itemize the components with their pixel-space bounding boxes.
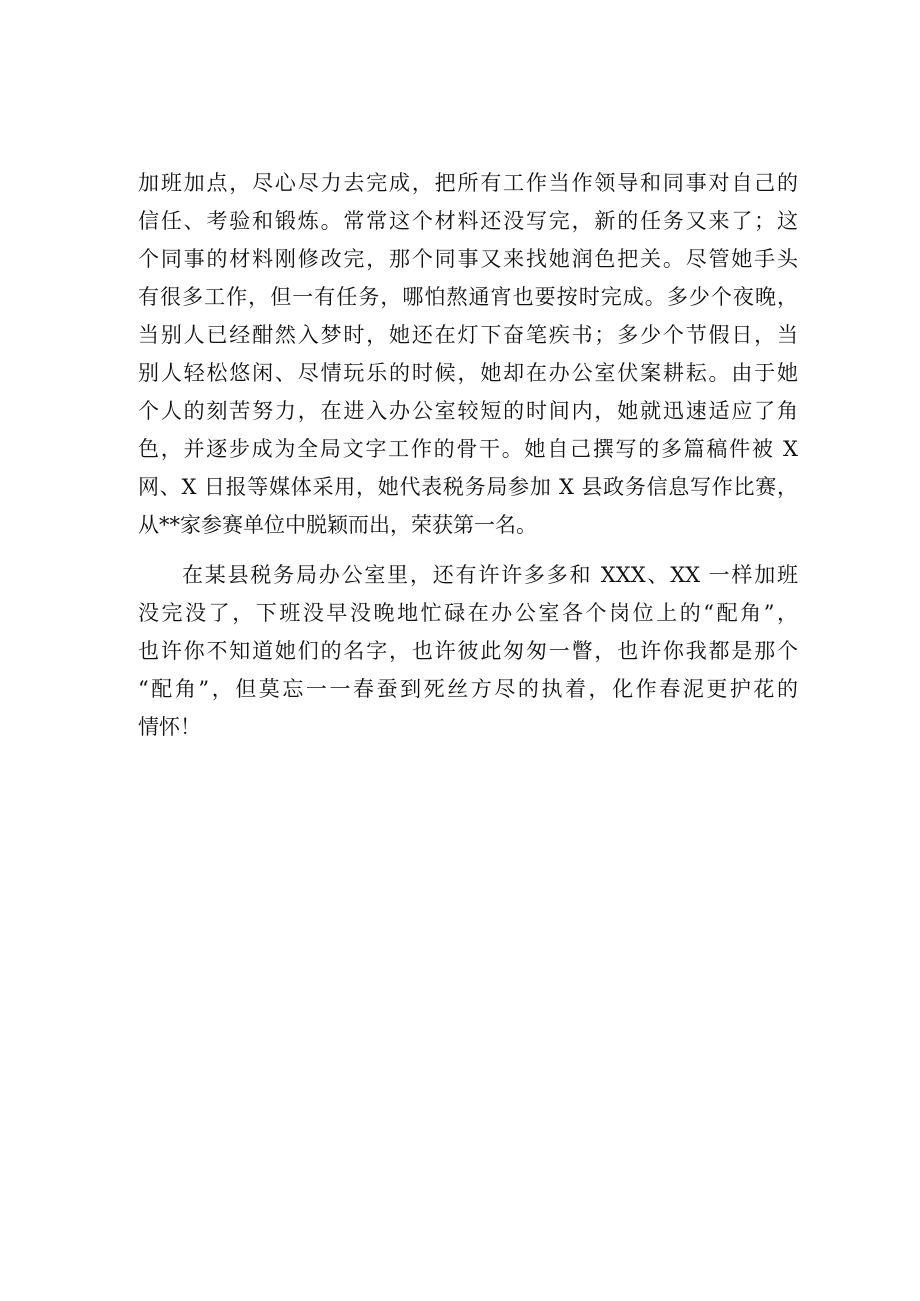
text-line: 没完没了，下班没早没晚地忙碌在办公室各个岗位上的“配角”， [138, 601, 798, 625]
text-line: 色，并逐步成为全局文字工作的骨干。她自己撰写的多篇稿件被 X [138, 437, 798, 461]
text-line: “配角”，但莫忘一一春蚕到死丝方尽的执着，化作春泥更护花的 [138, 677, 798, 701]
text-line: 个人的刻苦努力，在进入办公室较短的时间内，她就迅速适应了角 [138, 399, 798, 423]
paragraph-2 [138, 556, 798, 746]
text-line: 个同事的材料刚修改完，那个同事又来找她润色把关。尽管她手头 [138, 247, 798, 271]
text-line: 从**家参赛单位中脱颖而出，荣获第一名。 [138, 513, 537, 537]
text-line: 也许你不知道她们的名字，也许彼此匆匆一瞥，也许你我都是那个 [138, 639, 798, 663]
text-line: 网、X 日报等媒体采用，她代表税务局参加 X 县政务信息写作比赛， [138, 475, 798, 499]
text-line: 别人轻松悠闲、尽情玩乐的时候，她却在办公室伏案耕耘。由于她 [138, 361, 798, 385]
paragraph-spacer [138, 544, 798, 556]
document-body [138, 164, 798, 746]
text-line: 有很多工作，但一有任务，哪怕熬通宵也要按时完成。多少个夜晚， [138, 285, 798, 309]
paragraph-1 [138, 164, 798, 544]
text-line: 信任、考验和锻炼。常常这个材料还没写完，新的任务又来了；这 [138, 209, 798, 233]
text-line: 当别人已经酣然入梦时，她还在灯下奋笔疾书；多少个节假日，当 [138, 323, 798, 347]
text-line: 加班加点，尽心尽力去完成，把所有工作当作领导和同事对自己的 [138, 171, 798, 195]
text-line: 情怀！ [138, 715, 201, 739]
text-line: 在某县税务局办公室里，还有许许多多和 XXX、XX 一样加班 [182, 563, 798, 587]
